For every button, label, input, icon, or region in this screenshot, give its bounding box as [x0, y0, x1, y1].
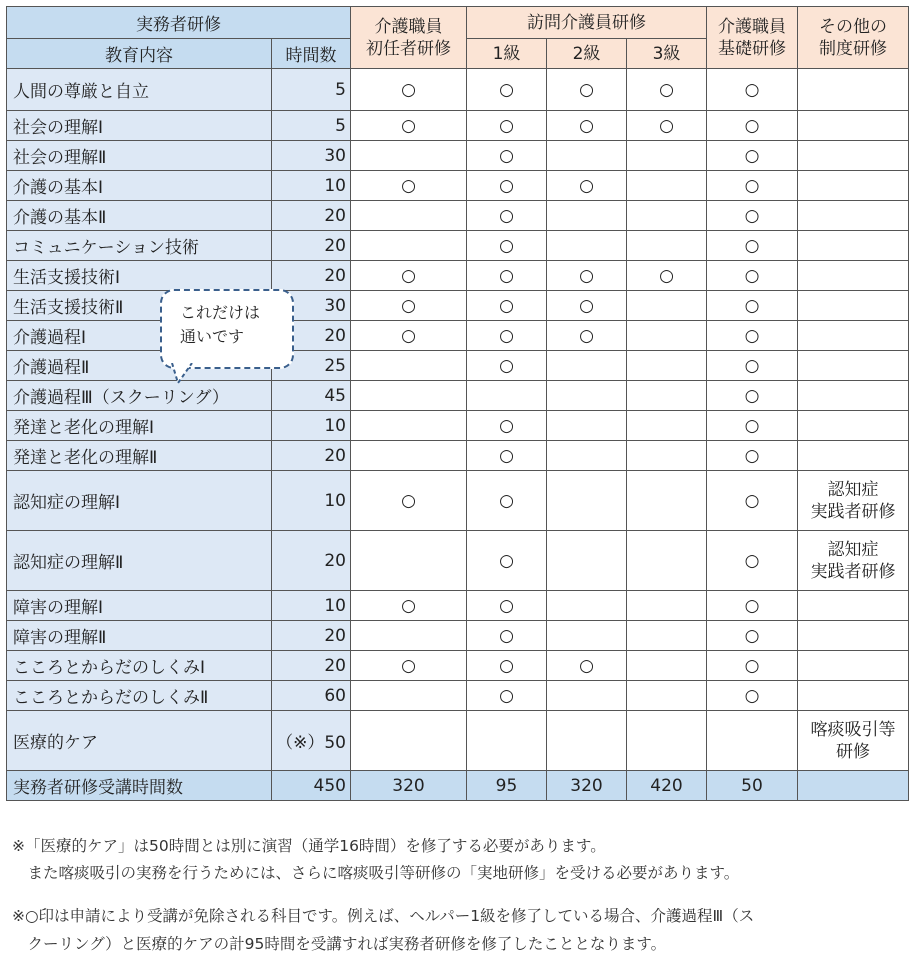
exempt-mark-kiso: ○	[707, 591, 798, 621]
other-training-cell	[798, 381, 909, 411]
hours-cell: 20	[272, 531, 351, 591]
exempt-mark-grade-1: ○	[467, 651, 547, 681]
exempt-mark-shoninsha	[351, 351, 467, 381]
exempt-mark-shoninsha: ○	[351, 111, 467, 141]
exempt-mark-grade-3	[627, 681, 707, 711]
header-kiso: 介護職員 基礎研修	[707, 7, 798, 69]
exempt-mark-grade-2	[547, 381, 627, 411]
exempt-mark-grade-2	[547, 411, 627, 441]
exempt-mark-grade-3	[627, 651, 707, 681]
other-training-cell	[798, 261, 909, 291]
hours-cell: 10	[272, 591, 351, 621]
callout-text: これだけは 通いです	[180, 303, 261, 346]
other-training-line: 認知症	[827, 539, 879, 560]
exempt-mark-grade-1: ○	[467, 261, 547, 291]
hours-cell: 20	[272, 321, 351, 351]
table-row	[7, 621, 909, 651]
exempt-mark-shoninsha: ○	[351, 471, 467, 531]
table-row	[7, 591, 909, 621]
table-row	[7, 321, 909, 351]
exempt-mark-grade-1: ○	[467, 411, 547, 441]
hours-cell: 10	[272, 411, 351, 441]
exempt-mark-grade-2	[547, 711, 627, 771]
exempt-mark-grade-3	[627, 531, 707, 591]
exempt-mark-shoninsha: ○	[351, 591, 467, 621]
total-grade-3: 420	[627, 771, 707, 801]
exempt-mark-shoninsha	[351, 621, 467, 651]
exempt-mark-kiso: ○	[707, 201, 798, 231]
total-label: 実務者研修受講時間数	[7, 771, 272, 801]
note-line-4: クーリング）と医療的ケアの計95時間を受講すれば実務者研修を修了したこととなります。	[12, 935, 667, 953]
other-training-cell	[798, 69, 909, 111]
exempt-mark-kiso: ○	[707, 111, 798, 141]
exempt-mark-grade-1: ○	[467, 471, 547, 531]
exempt-mark-grade-2: ○	[547, 291, 627, 321]
other-training-cell	[798, 651, 909, 681]
exempt-mark-kiso: ○	[707, 69, 798, 111]
exempt-mark-shoninsha: ○	[351, 69, 467, 111]
table-row	[7, 711, 909, 771]
subject-cell: 生活支援技術Ⅱ	[7, 291, 272, 321]
subject-cell: コミュニケーション技術	[7, 231, 272, 261]
exempt-mark-grade-3	[627, 441, 707, 471]
exempt-mark-grade-1: ○	[467, 291, 547, 321]
exempt-mark-grade-3	[627, 231, 707, 261]
exempt-mark-kiso: ○	[707, 231, 798, 261]
callout-bubble	[160, 289, 294, 369]
table-row	[7, 651, 909, 681]
exempt-mark-grade-1: ○	[467, 681, 547, 711]
other-training-cell	[798, 531, 909, 591]
other-training-cell	[798, 471, 909, 531]
hours-cell: 10	[272, 471, 351, 531]
hours-cell: （※）50	[272, 711, 351, 771]
header-grade-1: 1級	[467, 39, 547, 69]
other-training-cell	[798, 441, 909, 471]
exempt-mark-kiso: ○	[707, 681, 798, 711]
exempt-mark-grade-2	[547, 531, 627, 591]
subject-cell: 人間の尊厳と自立	[7, 69, 272, 111]
exempt-mark-kiso: ○	[707, 411, 798, 441]
hours-cell: 20	[272, 441, 351, 471]
exempt-mark-kiso: ○	[707, 261, 798, 291]
subject-cell: 障害の理解Ⅱ	[7, 621, 272, 651]
other-training-cell	[798, 201, 909, 231]
table-row	[7, 351, 909, 381]
training-table	[6, 6, 909, 801]
exempt-mark-grade-1: ○	[467, 111, 547, 141]
exempt-mark-shoninsha	[351, 531, 467, 591]
exempt-mark-shoninsha	[351, 711, 467, 771]
exempt-mark-shoninsha: ○	[351, 171, 467, 201]
exempt-mark-shoninsha	[351, 231, 467, 261]
exempt-mark-kiso: ○	[707, 441, 798, 471]
exempt-mark-kiso	[707, 711, 798, 771]
exempt-mark-grade-3	[627, 201, 707, 231]
other-training-cell	[798, 591, 909, 621]
table-row	[7, 531, 909, 591]
table-row	[7, 471, 909, 531]
subject-cell: 社会の理解Ⅱ	[7, 141, 272, 171]
header-shoninsha: 介護職員 初任者研修	[351, 7, 467, 69]
total-other	[798, 771, 909, 801]
exempt-mark-shoninsha: ○	[351, 291, 467, 321]
other-training-cell	[798, 681, 909, 711]
exempt-mark-grade-3	[627, 411, 707, 441]
exempt-mark-kiso: ○	[707, 621, 798, 651]
exempt-mark-kiso: ○	[707, 651, 798, 681]
other-training-cell	[798, 291, 909, 321]
subject-cell: 発達と老化の理解Ⅱ	[7, 441, 272, 471]
exempt-mark-grade-1: ○	[467, 591, 547, 621]
exempt-mark-grade-2	[547, 141, 627, 171]
table-body	[7, 69, 909, 801]
exempt-mark-grade-2	[547, 441, 627, 471]
exempt-mark-grade-2	[547, 351, 627, 381]
exempt-mark-grade-1: ○	[467, 141, 547, 171]
exempt-mark-grade-2: ○	[547, 69, 627, 111]
exempt-mark-shoninsha	[351, 411, 467, 441]
note-line-3: ※○印は申請により受講が免除される科目です。例えば、ヘルパー1級を修了している場合、介護過程Ⅲ（ス	[12, 907, 755, 925]
exempt-mark-kiso: ○	[707, 531, 798, 591]
exempt-mark-grade-3	[627, 171, 707, 201]
other-training-line: 実践者研修	[810, 501, 896, 522]
exempt-mark-grade-1: ○	[467, 201, 547, 231]
table-row	[7, 411, 909, 441]
exempt-mark-grade-2	[547, 471, 627, 531]
header-grade-3: 3級	[627, 39, 707, 69]
exempt-mark-shoninsha: ○	[351, 261, 467, 291]
exempt-mark-kiso: ○	[707, 471, 798, 531]
other-training-line: 喀痰吸引等	[810, 719, 896, 740]
hours-cell: 20	[272, 651, 351, 681]
total-hours: 450	[272, 771, 351, 801]
exempt-mark-grade-1: ○	[467, 231, 547, 261]
other-training-cell	[798, 171, 909, 201]
hours-cell: 30	[272, 291, 351, 321]
exempt-mark-grade-2: ○	[547, 111, 627, 141]
exempt-mark-kiso: ○	[707, 291, 798, 321]
total-row	[7, 771, 909, 801]
subject-cell: こころとからだのしくみⅡ	[7, 681, 272, 711]
exempt-mark-grade-2	[547, 621, 627, 651]
hours-cell: 5	[272, 69, 351, 111]
exempt-mark-kiso: ○	[707, 171, 798, 201]
exempt-mark-grade-1: ○	[467, 69, 547, 111]
exempt-mark-shoninsha	[351, 381, 467, 411]
table-row	[7, 381, 909, 411]
exempt-mark-grade-1: ○	[467, 621, 547, 651]
exempt-mark-kiso: ○	[707, 351, 798, 381]
other-training-line: 実践者研修	[810, 561, 896, 582]
note-line-1: ※「医療的ケア」は50時間とは別に演習（通学16時間）を修了する必要があります。	[12, 837, 606, 855]
header-other-system: その他の 制度研修	[798, 7, 909, 69]
exempt-mark-grade-1	[467, 381, 547, 411]
hours-cell: 45	[272, 381, 351, 411]
exempt-mark-kiso: ○	[707, 141, 798, 171]
other-training-line: 認知症	[827, 479, 879, 500]
other-training-cell	[798, 621, 909, 651]
other-training-cell	[798, 351, 909, 381]
exempt-mark-grade-3	[627, 621, 707, 651]
subject-cell: 障害の理解Ⅰ	[7, 591, 272, 621]
subject-cell: 認知症の理解Ⅰ	[7, 471, 272, 531]
other-training-cell	[798, 411, 909, 441]
exempt-mark-grade-2: ○	[547, 321, 627, 351]
exempt-mark-grade-1	[467, 711, 547, 771]
subject-cell: 医療的ケア	[7, 711, 272, 771]
other-training-cell	[798, 711, 909, 771]
exempt-mark-grade-3	[627, 321, 707, 351]
subject-cell: 介護の基本Ⅰ	[7, 171, 272, 201]
exempt-mark-grade-1: ○	[467, 441, 547, 471]
exempt-mark-grade-2	[547, 231, 627, 261]
exempt-mark-grade-2	[547, 201, 627, 231]
table-row	[7, 291, 909, 321]
exempt-mark-grade-3: ○	[627, 111, 707, 141]
subject-cell: 生活支援技術Ⅰ	[7, 261, 272, 291]
hours-cell: 5	[272, 111, 351, 141]
hours-cell: 20	[272, 231, 351, 261]
total-shoninsha: 320	[351, 771, 467, 801]
table-row	[7, 201, 909, 231]
header-practitioner-training: 実務者研修	[7, 7, 351, 39]
exempt-mark-grade-1: ○	[467, 531, 547, 591]
subject-cell: 認知症の理解Ⅱ	[7, 531, 272, 591]
table-row	[7, 261, 909, 291]
exempt-mark-shoninsha	[351, 141, 467, 171]
subject-cell: 介護過程Ⅰ	[7, 321, 272, 351]
table-row	[7, 441, 909, 471]
hours-cell: 20	[272, 261, 351, 291]
subject-cell: 介護過程Ⅲ（スクーリング）	[7, 381, 272, 411]
subject-cell: 介護過程Ⅱ	[7, 351, 272, 381]
subject-cell: こころとからだのしくみⅠ	[7, 651, 272, 681]
callout-tail	[168, 363, 198, 387]
exempt-mark-kiso: ○	[707, 321, 798, 351]
exempt-mark-shoninsha	[351, 681, 467, 711]
other-training-cell	[798, 321, 909, 351]
note-line-2: また喀痰吸引の実務を行うためには、さらに喀痰吸引等研修の「実地研修」を受ける必要があります。	[12, 864, 740, 882]
hours-cell: 10	[272, 171, 351, 201]
table-row	[7, 141, 909, 171]
exempt-mark-grade-2	[547, 591, 627, 621]
exempt-mark-grade-3: ○	[627, 261, 707, 291]
table-row	[7, 69, 909, 111]
exempt-mark-grade-3	[627, 141, 707, 171]
exempt-mark-grade-2: ○	[547, 261, 627, 291]
total-grade-1: 95	[467, 771, 547, 801]
total-kiso: 50	[707, 771, 798, 801]
subject-cell: 発達と老化の理解Ⅰ	[7, 411, 272, 441]
header-hours: 時間数	[272, 39, 351, 69]
exempt-mark-grade-3	[627, 381, 707, 411]
table-row	[7, 111, 909, 141]
other-training-cell	[798, 231, 909, 261]
other-training-line: 研修	[836, 741, 870, 762]
exempt-mark-kiso: ○	[707, 381, 798, 411]
exempt-mark-grade-1: ○	[467, 351, 547, 381]
exempt-mark-grade-2: ○	[547, 171, 627, 201]
subject-cell: 介護の基本Ⅱ	[7, 201, 272, 231]
table-row	[7, 681, 909, 711]
exempt-mark-grade-3	[627, 591, 707, 621]
exempt-mark-shoninsha: ○	[351, 651, 467, 681]
exempt-mark-grade-2	[547, 681, 627, 711]
other-training-cell	[798, 111, 909, 141]
exempt-mark-grade-3	[627, 711, 707, 771]
table-row	[7, 171, 909, 201]
hours-cell: 25	[272, 351, 351, 381]
exempt-mark-grade-3	[627, 291, 707, 321]
hours-cell: 20	[272, 201, 351, 231]
table-row	[7, 231, 909, 261]
subject-cell: 社会の理解Ⅰ	[7, 111, 272, 141]
exempt-mark-grade-2: ○	[547, 651, 627, 681]
hours-cell: 30	[272, 141, 351, 171]
header-education-content: 教育内容	[7, 39, 272, 69]
header-grade-2: 2級	[547, 39, 627, 69]
exempt-mark-grade-1: ○	[467, 321, 547, 351]
exempt-mark-grade-3	[627, 471, 707, 531]
total-grade-2: 320	[547, 771, 627, 801]
hours-cell: 60	[272, 681, 351, 711]
exempt-mark-grade-3: ○	[627, 69, 707, 111]
exempt-mark-grade-1: ○	[467, 171, 547, 201]
exempt-mark-shoninsha: ○	[351, 321, 467, 351]
exempt-mark-grade-3	[627, 351, 707, 381]
exempt-mark-shoninsha	[351, 441, 467, 471]
header-home-helper-training: 訪問介護員研修	[467, 7, 707, 39]
other-training-cell	[798, 141, 909, 171]
exempt-mark-shoninsha	[351, 201, 467, 231]
hours-cell: 20	[272, 621, 351, 651]
